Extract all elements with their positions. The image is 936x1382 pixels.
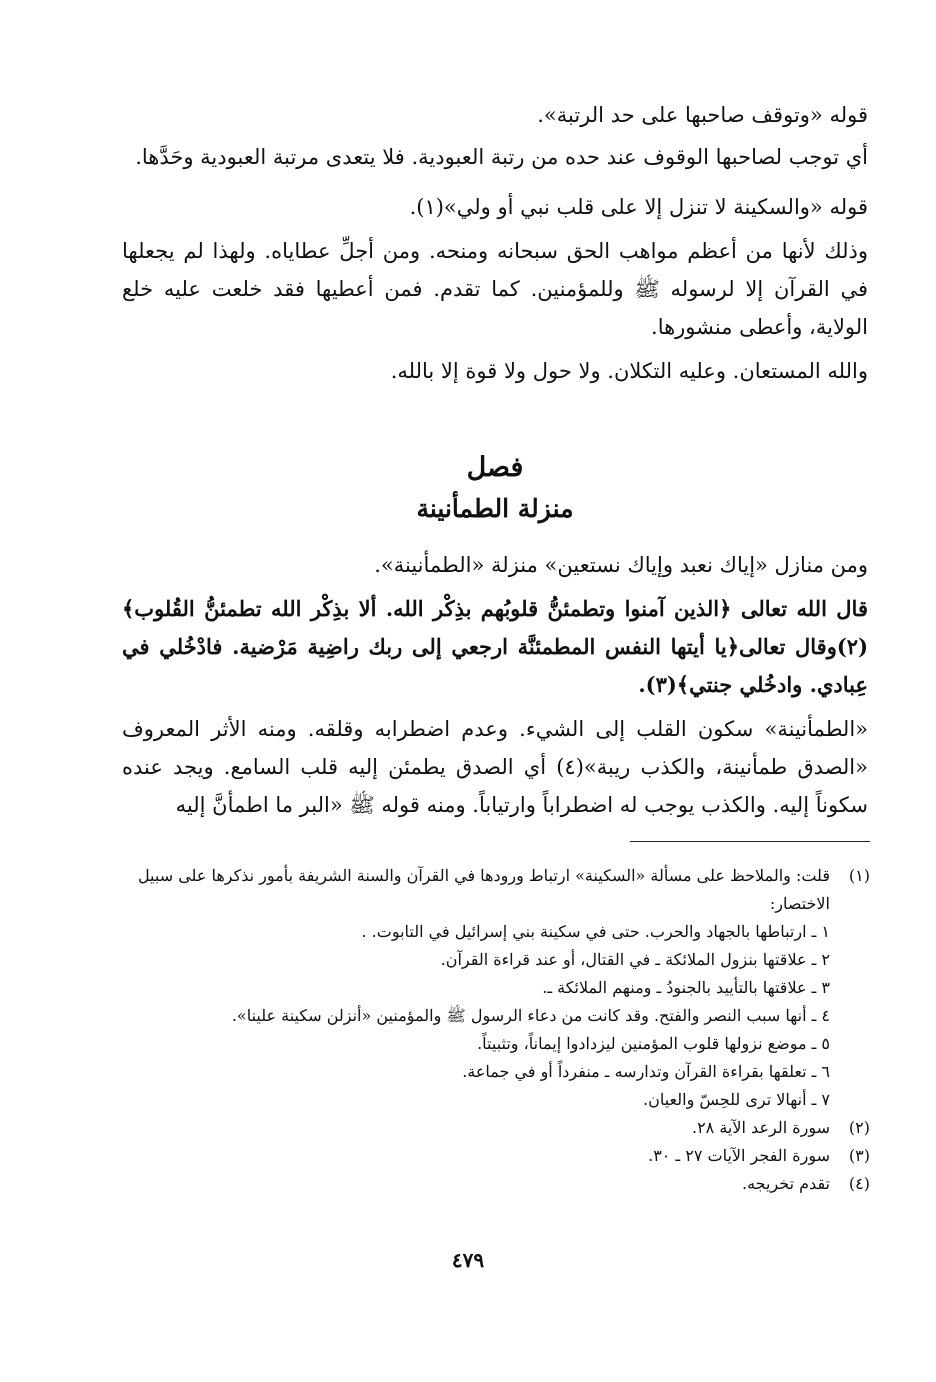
page-number: ٤٧٩ <box>451 1248 485 1272</box>
paragraph-3: قوله «والسكينة لا تنزل إلا على قلب نبي أو ولي»(١). <box>409 195 868 219</box>
section-subheading: منزلة الطمأنينة <box>416 494 574 523</box>
footnotes <box>122 862 870 1198</box>
paragraph-2: أي توجب لصاحبها الوقوف عند حده من رتبة العبودية. فلا يتعدى مرتبة العبودية وحَدَّها. <box>135 145 868 169</box>
footnote-text: قلت: والملاحظ على مسألة «السكينة» ارتباط ورودها في القرآن والسنة الشريفة بأمور نذكرها على سبيل الاختصار: <box>137 866 830 913</box>
paragraph-4: وذلك لأنها من أعظم مواهب الحق سبحانه ومنحه. ومن أجلِّ عطاياه. ولهذا لم يجعلها في القرآن إلا لرسوله ﷺ وللمؤمنين. كما تقدم. فمن أعطيها فقد خلعت عليه خلع الولاية، وأعطى منشورها. <box>122 239 868 339</box>
footnote-1 <box>122 862 870 1114</box>
footnote-text: سورة الرعد الآية ٢٨. <box>691 1118 830 1137</box>
footnote-list-item: ٦ ـ تعلقها بقراءة القرآن وتدارسه ـ منفرداً أو في جماعة. <box>462 1062 830 1081</box>
footnote-2 <box>122 1114 870 1142</box>
paragraph-1: قوله «وتوقف صاحبها على حد الرتبة». <box>537 103 868 127</box>
footnote-separator <box>630 841 870 842</box>
footnote-number: (١) <box>848 866 870 885</box>
section-heading: فصل <box>466 452 524 483</box>
paragraph-verse: قال الله تعالى ﴿الذين آمنوا وتطمئنُّ قلوبُهم بذِكْر الله. ألا بذِكْر الله تطمئنُّ القُلوب﴾(٢)وقال تعالى﴿يا أيتها النفس المطمئنَّة ارجعي إلى ربك راضِية مَرْضية. فادْخُلي في عِبادي. وادخُلي جنتي﴾(٣). <box>122 596 868 697</box>
footnote-list-item: ٥ ـ موضع نزولها قلوب المؤمنين ليزدادوا إيماناً، وتثبيتاً. <box>477 1034 830 1053</box>
footnote-list-item: ١ ـ ارتباطها بالجهاد والحرب. حتى في سكينة بني إسرائيل في التابوت. . <box>361 922 830 941</box>
footnote-number: (٢) <box>848 1118 870 1137</box>
footnote-4 <box>122 1170 870 1198</box>
footnote-number: (٤) <box>848 1174 870 1193</box>
upper-text-block <box>122 96 868 390</box>
paragraph-definition: «الطمأنينة» سكون القلب إلى الشيء. وعدم اضطرابه وقلقه. ومنه الأثر المعروف «الصدق طمأنينة، والكذب ريبة»(٤) أي الصدق يطمئن إليه قلب السامع. ويجد عنده سكوناً إليه. والكذب يوجب له اضطراباً وارتياباً. ومنه قوله ﷺ «البر ما اطمأنَّ إليه <box>122 717 868 817</box>
footnote-text: تقدم تخريجه. <box>742 1174 830 1193</box>
footnote-list-item: ٣ ـ علاقتها بالتأييد بالجنودُ ـ ومنهم الملائكة ـ. <box>542 978 830 997</box>
footnote-number: (٣) <box>848 1146 870 1165</box>
footnote-text: سورة الفجر الآيات ٢٧ ـ ٣٠. <box>648 1146 830 1165</box>
footnote-body <box>122 862 830 1114</box>
paragraph-5: والله المستعان. وعليه التكلان. ولا حول ولا قوة إلا بالله. <box>390 359 868 383</box>
footnote-list-item: ٧ ـ أنهالا ترى للحِسّ والعيان. <box>643 1090 830 1109</box>
lower-text-block <box>122 546 868 824</box>
footnote-3 <box>122 1142 870 1170</box>
paragraph-intro: ومن منازل «إياك نعبد وإياك نستعين» منزلة «الطمأنينة». <box>374 553 868 577</box>
footnote-list-item: ٢ ـ علاقتها بنزول الملائكة ـ في القتال، أو عند قراءة القرآن. <box>440 950 830 969</box>
footnote-list-item: ٤ ـ أنها سبب النصر والفتح. وقد كانت من دعاء الرسول ﷺ والمؤمنين «أنزلن سكينة علينا». <box>231 1006 830 1025</box>
